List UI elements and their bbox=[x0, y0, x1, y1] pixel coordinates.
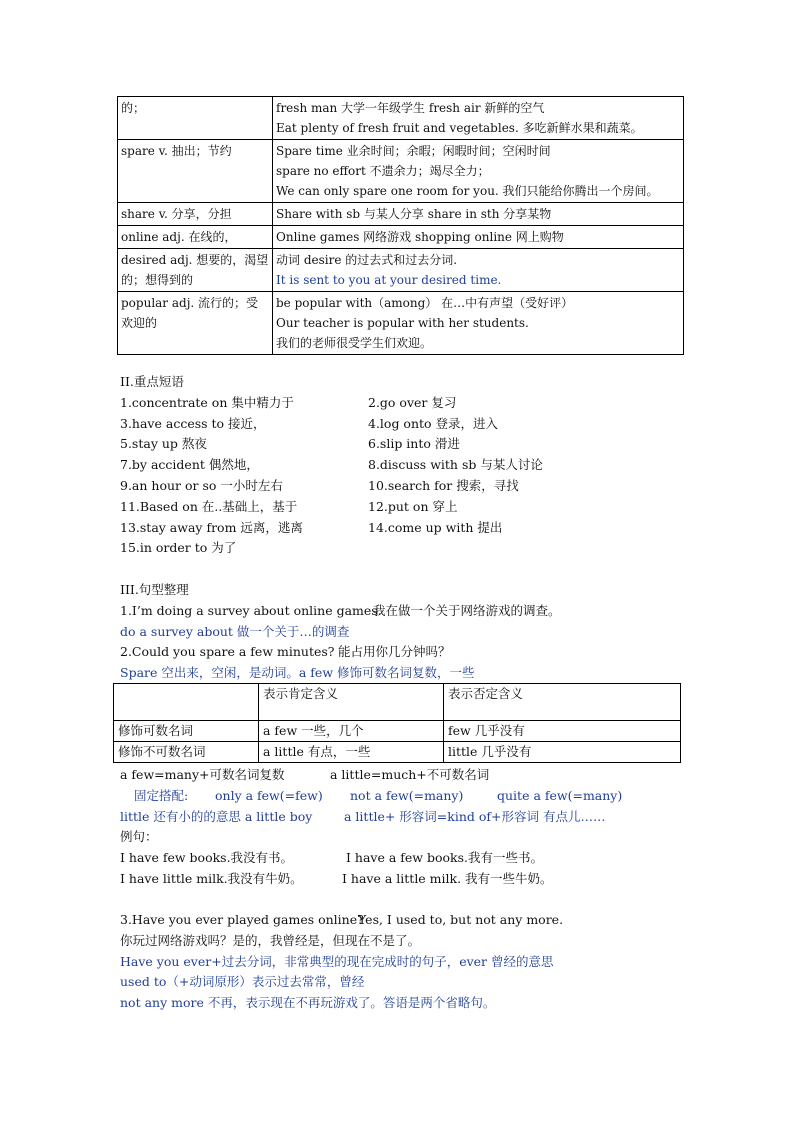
vocabulary-table bbox=[117, 96, 684, 355]
sentence-3-en: 3.Have you ever played games online? bbox=[120, 912, 364, 927]
phrase-left: 1.concentrate on 集中精力于 bbox=[120, 394, 294, 410]
vocab-row bbox=[118, 140, 684, 203]
note-a-few: a few=many+可数名词复数 bbox=[120, 767, 285, 782]
fixed-only-a-few: only a few(=few) bbox=[215, 787, 323, 803]
vocab-examples bbox=[273, 249, 684, 292]
few-table-header-cell bbox=[114, 684, 259, 721]
vocab-term: share v. 分享，分担 bbox=[118, 203, 273, 226]
few-table-cell: little 几乎没有 bbox=[444, 742, 681, 763]
phrase-left: 9.an hour or so 一小时左右 bbox=[120, 477, 283, 493]
vocab-example-line: Eat plenty of fresh fruit and vegetables. 多吃新鲜水果和蔬菜。 bbox=[276, 121, 643, 135]
phrase-row bbox=[120, 476, 720, 497]
example-few-books: I have few books.我没有书。 bbox=[120, 850, 294, 866]
vocab-example-line: be popular with（among） 在…中有声望（受好评） bbox=[276, 296, 574, 310]
sentence-3-section bbox=[120, 910, 720, 1014]
phrase-list bbox=[120, 393, 720, 559]
vocab-row bbox=[118, 292, 684, 355]
vocab-row bbox=[118, 97, 684, 140]
phrase-right: 4.log onto 登录，进入 bbox=[368, 415, 499, 431]
phrase-right: 6.slip into 滑进 bbox=[368, 436, 460, 452]
sentence-3-answer: Yes, I used to, but not any more. bbox=[358, 912, 564, 927]
phrase-row bbox=[120, 497, 720, 518]
vocab-row bbox=[118, 249, 684, 292]
phrase-left: 3.have access to 接近， bbox=[120, 415, 266, 431]
sentence-1 bbox=[120, 601, 720, 622]
few-table-cell: a few 一些，几个 bbox=[259, 721, 444, 742]
fixed-collocations bbox=[120, 786, 720, 807]
vocab-example-line: Share with sb 与某人分享 share in sth 分享某物 bbox=[276, 207, 552, 221]
vocab-examples bbox=[273, 97, 684, 140]
phrase-left: 13.stay away from 远离，逃离 bbox=[120, 519, 303, 535]
phrase-row bbox=[120, 414, 720, 435]
fixed-label: 固定搭配: bbox=[134, 787, 189, 803]
sentence-3-note-3: not any more 不再，表示现在不再玩游戏了。答语是两个省略句。 bbox=[120, 995, 496, 1011]
phrase-left: 5.stay up 熬夜 bbox=[120, 436, 207, 452]
example-little-milk: I have little milk.我没有牛奶。 bbox=[120, 870, 303, 886]
vocab-example-line: Spare time 业余时间；余暇；闲暇时间；空闲时间 bbox=[276, 144, 551, 158]
few-little-notes bbox=[120, 765, 720, 890]
vocab-example-line: We can only spare one room for you. 我们只能给你腾出一个房间。 bbox=[276, 184, 659, 198]
few-table-row bbox=[114, 721, 681, 742]
note-a-little: a little=much+不可数名词 bbox=[330, 767, 490, 782]
examples-label: 例句： bbox=[120, 829, 158, 845]
phrase-row bbox=[120, 538, 720, 559]
example-a-few-books: I have a few books.我有一些书。 bbox=[346, 850, 543, 866]
example-a-little-milk: I have a little milk. 我有一些牛奶。 bbox=[342, 870, 553, 886]
sentence-1-en: 1.I’m doing a survey about online games. bbox=[120, 602, 382, 618]
few-table-header bbox=[114, 684, 681, 721]
few-table-cell: 修饰可数名词 bbox=[114, 721, 259, 742]
phrase-right: 10.search for 搜索，寻找 bbox=[368, 477, 519, 493]
vocab-row bbox=[118, 203, 684, 226]
note-a-little-adj: a little+ 形容词=kind of+形容词 有点儿…… bbox=[344, 808, 606, 824]
vocab-examples bbox=[273, 203, 684, 226]
key-phrases-section bbox=[120, 372, 720, 559]
vocab-examples bbox=[273, 292, 684, 355]
phrase-left: 11.Based on 在..基础上，基于 bbox=[120, 498, 298, 514]
sentence-2-note: Spare 空出来，空闲，是动词。a few 修饰可数名词复数，一些 bbox=[120, 665, 475, 681]
vocab-example-line: fresh man 大学一年级学生 fresh air 新鲜的空气 bbox=[276, 101, 545, 115]
phrases-title: II.重点短语 bbox=[120, 374, 184, 389]
few-table-cell: a little 有点，一些 bbox=[259, 742, 444, 763]
sentence-3-zh: 你玩过网络游戏吗？是的，我曾经是，但现在不是了。 bbox=[120, 932, 421, 948]
phrase-row bbox=[120, 518, 720, 539]
sentence-3-note-2: used to（+动词原形）表示过去常常，曾经 bbox=[120, 974, 365, 990]
vocab-term: popular adj. 流行的；受欢迎的 bbox=[118, 292, 273, 355]
vocab-term: spare v. 抽出；节约 bbox=[118, 140, 273, 203]
sentence-1-note: do a survey about 做一个关于…的调查 bbox=[120, 623, 350, 639]
vocab-term: 的； bbox=[118, 97, 273, 140]
phrase-row bbox=[120, 393, 720, 414]
sentence-section bbox=[120, 580, 720, 684]
phrase-right: 2.go over 复习 bbox=[368, 394, 457, 410]
fixed-not-a-few: not a few(=many) bbox=[350, 787, 464, 803]
sentence-1-zh: 我在做一个关于网络游戏的调查。 bbox=[373, 602, 561, 618]
vocab-example-line: 动词 desire 的过去式和过去分词. bbox=[276, 253, 458, 267]
few-table-cell: few 几乎没有 bbox=[444, 721, 681, 742]
vocab-example-line: It is sent to you at your desired time. bbox=[276, 273, 502, 287]
sentences-title: III.句型整理 bbox=[120, 582, 189, 597]
few-little-table bbox=[113, 683, 681, 763]
vocab-example-line: Online games 网络游戏 shopping online 网上购物 bbox=[276, 230, 564, 244]
phrase-right: 8.discuss with sb 与某人讨论 bbox=[368, 457, 543, 473]
vocab-term: online adj. 在线的， bbox=[118, 226, 273, 249]
few-table-header-cell: 表示否定含义 bbox=[444, 684, 681, 721]
sentence-2 bbox=[120, 642, 720, 663]
phrase-right: 12.put on 穿上 bbox=[368, 498, 458, 514]
note-little-small: little 还有小的的意思 a little boy bbox=[120, 808, 313, 824]
sentence-2-en: 2.Could you spare a few minutes? bbox=[120, 644, 335, 660]
phrase-left: 15.in order to 为了 bbox=[120, 540, 237, 556]
phrase-row bbox=[120, 455, 720, 476]
few-table-header-cell: 表示肯定含义 bbox=[259, 684, 444, 721]
vocab-example-line: Our teacher is popular with her students. bbox=[276, 316, 529, 330]
vocab-example-line: spare no effort 不遗余力；竭尽全力； bbox=[276, 164, 490, 178]
sentence-2-zh: 能占用你几分钟吗？ bbox=[338, 644, 451, 660]
vocab-row bbox=[118, 226, 684, 249]
phrase-left: 7.by accident 偶然地， bbox=[120, 457, 259, 473]
phrase-row bbox=[120, 434, 720, 455]
sentence-3-note-1: Have you ever+过去分词，非常典型的现在完成时的句子，ever 曾经的意思 bbox=[120, 953, 554, 969]
fixed-quite-a-few: quite a few(=many) bbox=[497, 787, 623, 803]
vocab-term: desired adj. 想要的，渴望的；想得到的 bbox=[118, 249, 273, 292]
few-table-row bbox=[114, 742, 681, 763]
few-table-cell: 修饰不可数名词 bbox=[114, 742, 259, 763]
vocab-examples bbox=[273, 226, 684, 249]
phrase-right: 14.come up with 提出 bbox=[368, 519, 503, 535]
vocab-example-line: 我们的老师很受学生们欢迎。 bbox=[276, 336, 433, 350]
vocab-examples bbox=[273, 140, 684, 203]
